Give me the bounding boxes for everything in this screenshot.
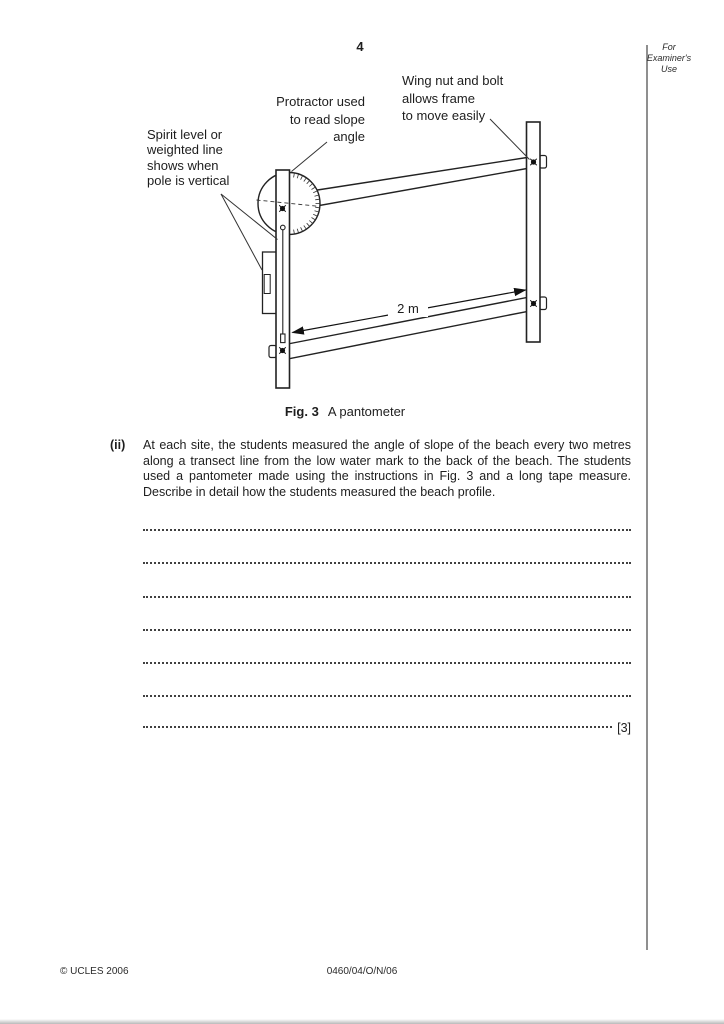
right-pole (527, 122, 541, 342)
label-line: Spirit level or (147, 127, 223, 142)
page-bottom-scan-edge (0, 1019, 724, 1024)
label-line: Wing nut and bolt (402, 73, 504, 88)
answer-line (143, 598, 631, 631)
figure-caption-number: Fig. 3 (284, 404, 319, 419)
examiner-column-divider (646, 45, 648, 950)
figure-caption (230, 404, 460, 419)
label-line: to read slope (289, 111, 365, 127)
spirit-level-vial (264, 275, 270, 294)
answer-line (143, 697, 631, 736)
label-line: to move easily (402, 108, 486, 123)
span-dimension-label: 2 m (388, 301, 428, 317)
label-line: angle (333, 129, 365, 144)
examiner-use-label (640, 42, 698, 75)
label-wing-nut (402, 72, 503, 125)
answer-line (143, 631, 631, 664)
answer-line (143, 531, 631, 564)
upper-bar (311, 158, 527, 208)
footer-copyright: © UCLES 2006 (60, 966, 129, 977)
answer-line (143, 664, 631, 697)
page-number: 4 (356, 39, 364, 54)
question-part-label: (ii) (110, 438, 126, 452)
label-line: shows when (147, 157, 219, 173)
label-line: weighted line (147, 142, 223, 158)
answer-line (143, 498, 631, 531)
label-protractor (258, 93, 365, 146)
answer-lines (143, 498, 631, 736)
label-spirit-level (147, 127, 229, 189)
footer-paper-code: 0460/04/O/N/06 (326, 966, 398, 977)
label-line: allows frame (402, 90, 475, 106)
label-line: pole is vertical (147, 173, 230, 189)
label-line: Protractor used (276, 94, 365, 109)
examiner-use-line: For (662, 42, 676, 52)
examiner-use-line: Examiner's (646, 53, 692, 63)
question-text: At each site, the students measured the angle of slope of the beach every two metres along a transect line from the low water mark to the back of the beach. The students used a pantometer made using the instructions in Fig. 3 and a long tape measure. Describe in detail how the students measured the beach profile. (143, 438, 631, 499)
marks-label: [3] (617, 721, 631, 736)
answer-line (143, 564, 631, 597)
figure-caption-title: A pantometer (327, 404, 406, 419)
examiner-use-line: Use (660, 64, 677, 74)
answer-line-dots (143, 726, 612, 728)
